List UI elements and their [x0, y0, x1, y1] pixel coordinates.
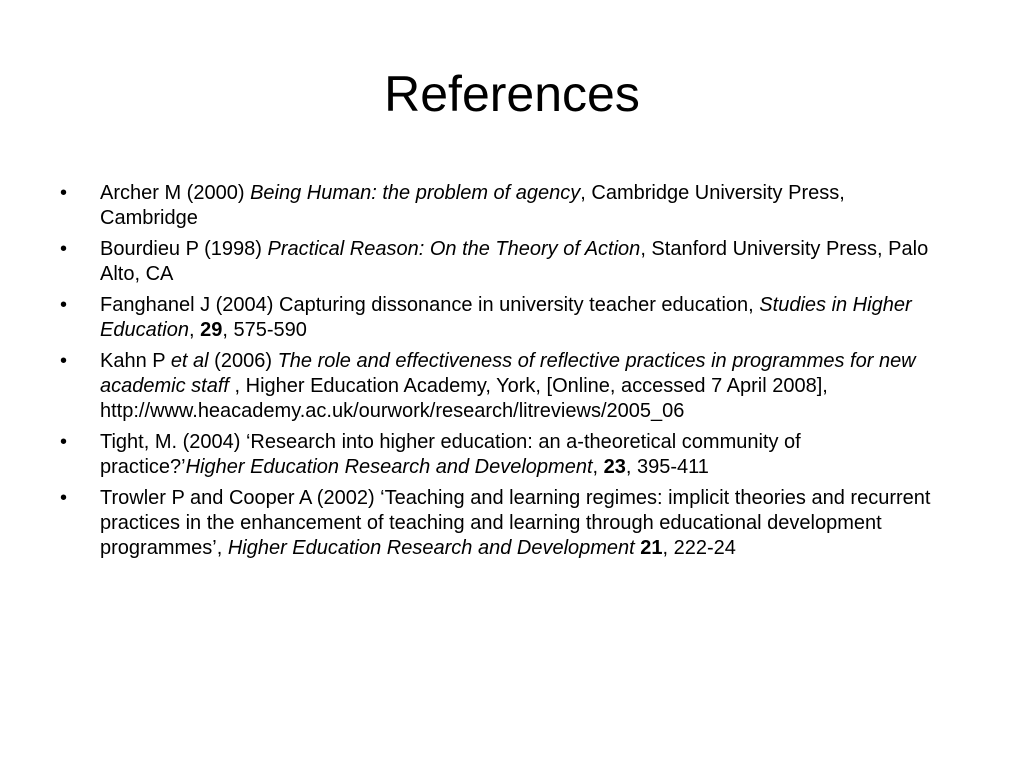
reference-text: Bourdieu P (1998)	[100, 238, 268, 260]
reference-text: , 222-24	[662, 537, 736, 559]
reference-list	[60, 181, 945, 567]
reference-text: ,	[592, 456, 604, 478]
reference-item	[60, 237, 945, 287]
reference-text: Being Human: the problem of agency	[250, 182, 581, 204]
reference-text: Studies in Higher Education	[100, 294, 912, 341]
reference-text: , Stanford University Press, Palo Alto, CA	[100, 238, 929, 285]
reference-text: 29	[200, 319, 223, 341]
bullet-icon: •	[60, 238, 68, 260]
reference-item	[60, 181, 945, 231]
bullet-icon: •	[60, 294, 68, 316]
reference-text: , 395-411	[625, 456, 709, 478]
bullet-icon: •	[60, 431, 68, 453]
bullet-icon: •	[60, 487, 68, 509]
reference-item	[60, 486, 945, 561]
reference-text: Archer M (2000)	[100, 182, 251, 204]
reference-item	[60, 293, 945, 343]
reference-item	[60, 349, 945, 424]
reference-item	[60, 430, 945, 480]
reference-text: , Higher Education Academy, York, [Online, accessed 7 April 2008], http://www.heacademy.ac.uk/ourwork/research/litreviews/2005_06	[100, 375, 828, 422]
reference-text: 21	[640, 537, 663, 559]
reference-text: Fanghanel J (2004) Capturing dissonance in university teacher education,	[100, 294, 760, 316]
reference-text: et al	[170, 350, 209, 372]
reference-text: 23	[603, 456, 626, 478]
reference-text: Practical Reason: On the Theory of Action	[267, 238, 641, 260]
slide-title: References	[384, 66, 640, 122]
bullet-icon: •	[60, 350, 68, 372]
reference-text: , 575-590	[222, 319, 307, 341]
reference-text: ,	[188, 319, 201, 341]
reference-text: (2006)	[208, 350, 278, 372]
reference-text: Tight, M. (2004) ‘Research into higher education: an a-theoretical community of practice?’	[100, 431, 801, 478]
bullet-icon: •	[60, 182, 68, 204]
reference-text: Kahn P	[100, 350, 171, 372]
reference-text: The role and effectiveness of reflective practices in programmes for new academic staff	[100, 350, 916, 397]
reference-text: Higher Education Research and Development	[185, 456, 593, 478]
reference-text: Higher Education Research and Development	[227, 537, 635, 559]
reference-text: Trowler P and Cooper A (2002) ‘Teaching and learning regimes: implicit theories and recurrent practices in the enhancement of teaching and learning through educational development programmes’,	[100, 487, 931, 559]
reference-text: , Cambridge University Press, Cambridge	[100, 182, 845, 229]
